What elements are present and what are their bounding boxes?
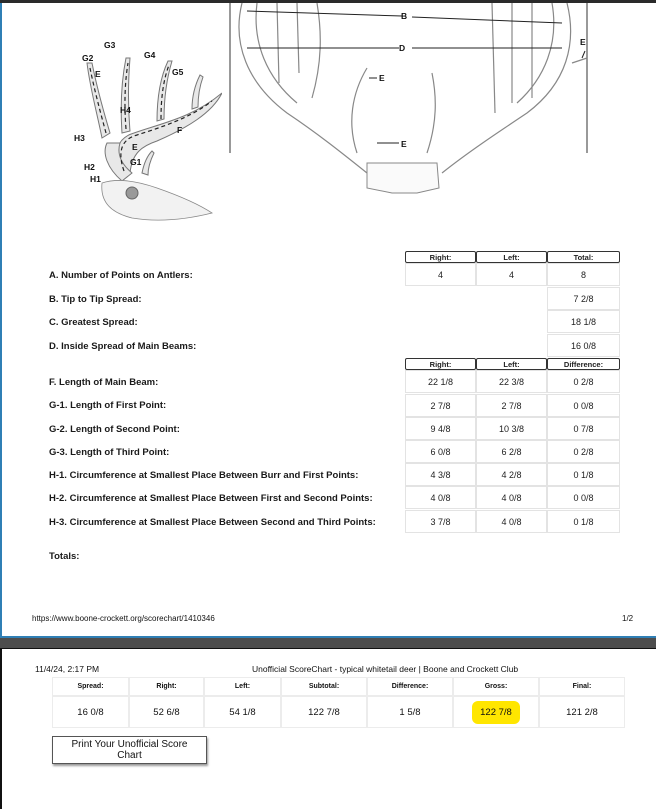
- row-label-g1: G-1. Length of First Point:: [49, 400, 167, 411]
- summary-header-difference: Difference:: [367, 677, 453, 696]
- points-left: 4: [476, 263, 547, 286]
- label-h2: H2: [84, 162, 95, 172]
- label-b: B: [401, 11, 408, 21]
- h3-left: 4 0/8: [476, 510, 547, 533]
- label-d: D: [399, 43, 406, 53]
- g1-left: 2 7/8: [476, 394, 547, 417]
- h1-right: 4 3/8: [405, 463, 476, 486]
- label-g1: G1: [130, 157, 142, 167]
- row-label-d: D. Inside Spread of Main Beams:: [49, 341, 197, 352]
- header-total: Total:: [547, 251, 620, 263]
- h1-left: 4 2/8: [476, 463, 547, 486]
- totals-label: Totals:: [49, 551, 80, 562]
- row-label-a: A. Number of Points on Antlers:: [49, 270, 193, 281]
- g2-left: 10 3/8: [476, 417, 547, 440]
- label-f: F: [177, 125, 183, 135]
- h1-diff: 0 1/8: [547, 463, 620, 486]
- footer-page-number: 1/2: [622, 614, 634, 623]
- summary-gross-highlighted: 122 7/8: [472, 701, 520, 724]
- g1-right: 2 7/8: [405, 394, 476, 417]
- header-left: Left:: [476, 251, 547, 263]
- g1-diff: 0 0/8: [547, 394, 620, 417]
- label-g4: G4: [144, 50, 156, 60]
- summary-right: 52 6/8: [129, 696, 204, 728]
- row-label-c: C. Greatest Spread:: [49, 317, 138, 328]
- label-e-brow: E: [401, 139, 407, 149]
- h3-diff: 0 1/8: [547, 510, 620, 533]
- summary-header-spread: Spread:: [52, 677, 129, 696]
- main-beam-left: 22 3/8: [476, 370, 547, 393]
- row-label-f: F. Length of Main Beam:: [49, 377, 159, 388]
- label-e-lower: E: [132, 142, 138, 152]
- row-label-h1: H-1. Circumference at Smallest Place Between Burr and First Points:: [49, 470, 359, 481]
- main-beam-diff: 0 2/8: [547, 370, 620, 393]
- summary-spread: 16 0/8: [52, 696, 129, 728]
- summary-left: 54 1/8: [204, 696, 281, 728]
- summary-header-left: Left:: [204, 677, 281, 696]
- summary-difference: 1 5/8: [367, 696, 453, 728]
- header-left-2: Left:: [476, 358, 547, 370]
- points-right: 4: [405, 263, 476, 286]
- h3-right: 3 7/8: [405, 510, 476, 533]
- label-h4: H4: [120, 105, 131, 115]
- summary-gross-cell: [453, 696, 539, 728]
- antler-side-diagram: [62, 33, 222, 233]
- g3-right: 6 0/8: [405, 440, 476, 463]
- pdf-page-2: [0, 648, 656, 809]
- header-right: Right:: [405, 251, 476, 263]
- label-h1: H1: [90, 174, 101, 184]
- footer-url: https://www.boone-crockett.org/scorechart/1410346: [32, 614, 215, 623]
- summary-header-subtotal: Subtotal:: [281, 677, 367, 696]
- print-score-chart-button[interactable]: Print Your Unofficial Score Chart: [52, 736, 207, 764]
- label-h3: H3: [74, 133, 85, 143]
- label-g3: G3: [104, 40, 116, 50]
- print-title: Unofficial ScoreChart - typical whitetail deer | Boone and Crockett Club: [252, 664, 519, 674]
- label-g5: G5: [172, 67, 184, 77]
- main-beam-right: 22 1/8: [405, 370, 476, 393]
- g3-left: 6 2/8: [476, 440, 547, 463]
- g2-diff: 0 7/8: [547, 417, 620, 440]
- row-label-h3: H-3. Circumference at Smallest Place Between Second and Third Points:: [49, 517, 376, 528]
- row-label-b: B. Tip to Tip Spread:: [49, 294, 142, 305]
- row-label-g3: G-3. Length of Third Point:: [49, 447, 170, 458]
- summary-header-final: Final:: [539, 677, 625, 696]
- g3-diff: 0 2/8: [547, 440, 620, 463]
- g2-right: 9 4/8: [405, 417, 476, 440]
- summary-subtotal: 122 7/8: [281, 696, 367, 728]
- points-total: 8: [547, 263, 620, 286]
- label-e-mid: E: [379, 73, 385, 83]
- antler-front-diagram: [227, 3, 592, 203]
- greatest-spread-total: 18 1/8: [547, 310, 620, 333]
- row-label-g2: G-2. Length of Second Point:: [49, 424, 180, 435]
- h2-right: 4 0/8: [405, 486, 476, 509]
- header-right-2: Right:: [405, 358, 476, 370]
- inside-spread-total: 16 0/8: [547, 334, 620, 357]
- summary-header-gross: Gross:: [453, 677, 539, 696]
- row-label-h2: H-2. Circumference at Smallest Place Between First and Second Points:: [49, 493, 373, 504]
- label-e-right: E: [580, 37, 586, 47]
- tip-to-tip-total: 7 2/8: [547, 287, 620, 310]
- summary-header-right: Right:: [129, 677, 204, 696]
- h2-diff: 0 0/8: [547, 486, 620, 509]
- label-g2: G2: [82, 53, 94, 63]
- page-divider: [0, 638, 656, 648]
- print-date: 11/4/24, 2:17 PM: [35, 664, 100, 674]
- h2-left: 4 0/8: [476, 486, 547, 509]
- pdf-page-1: [0, 3, 656, 637]
- header-difference: Difference:: [547, 358, 620, 370]
- label-e-upper: E: [95, 69, 101, 79]
- summary-final: 121 2/8: [539, 696, 625, 728]
